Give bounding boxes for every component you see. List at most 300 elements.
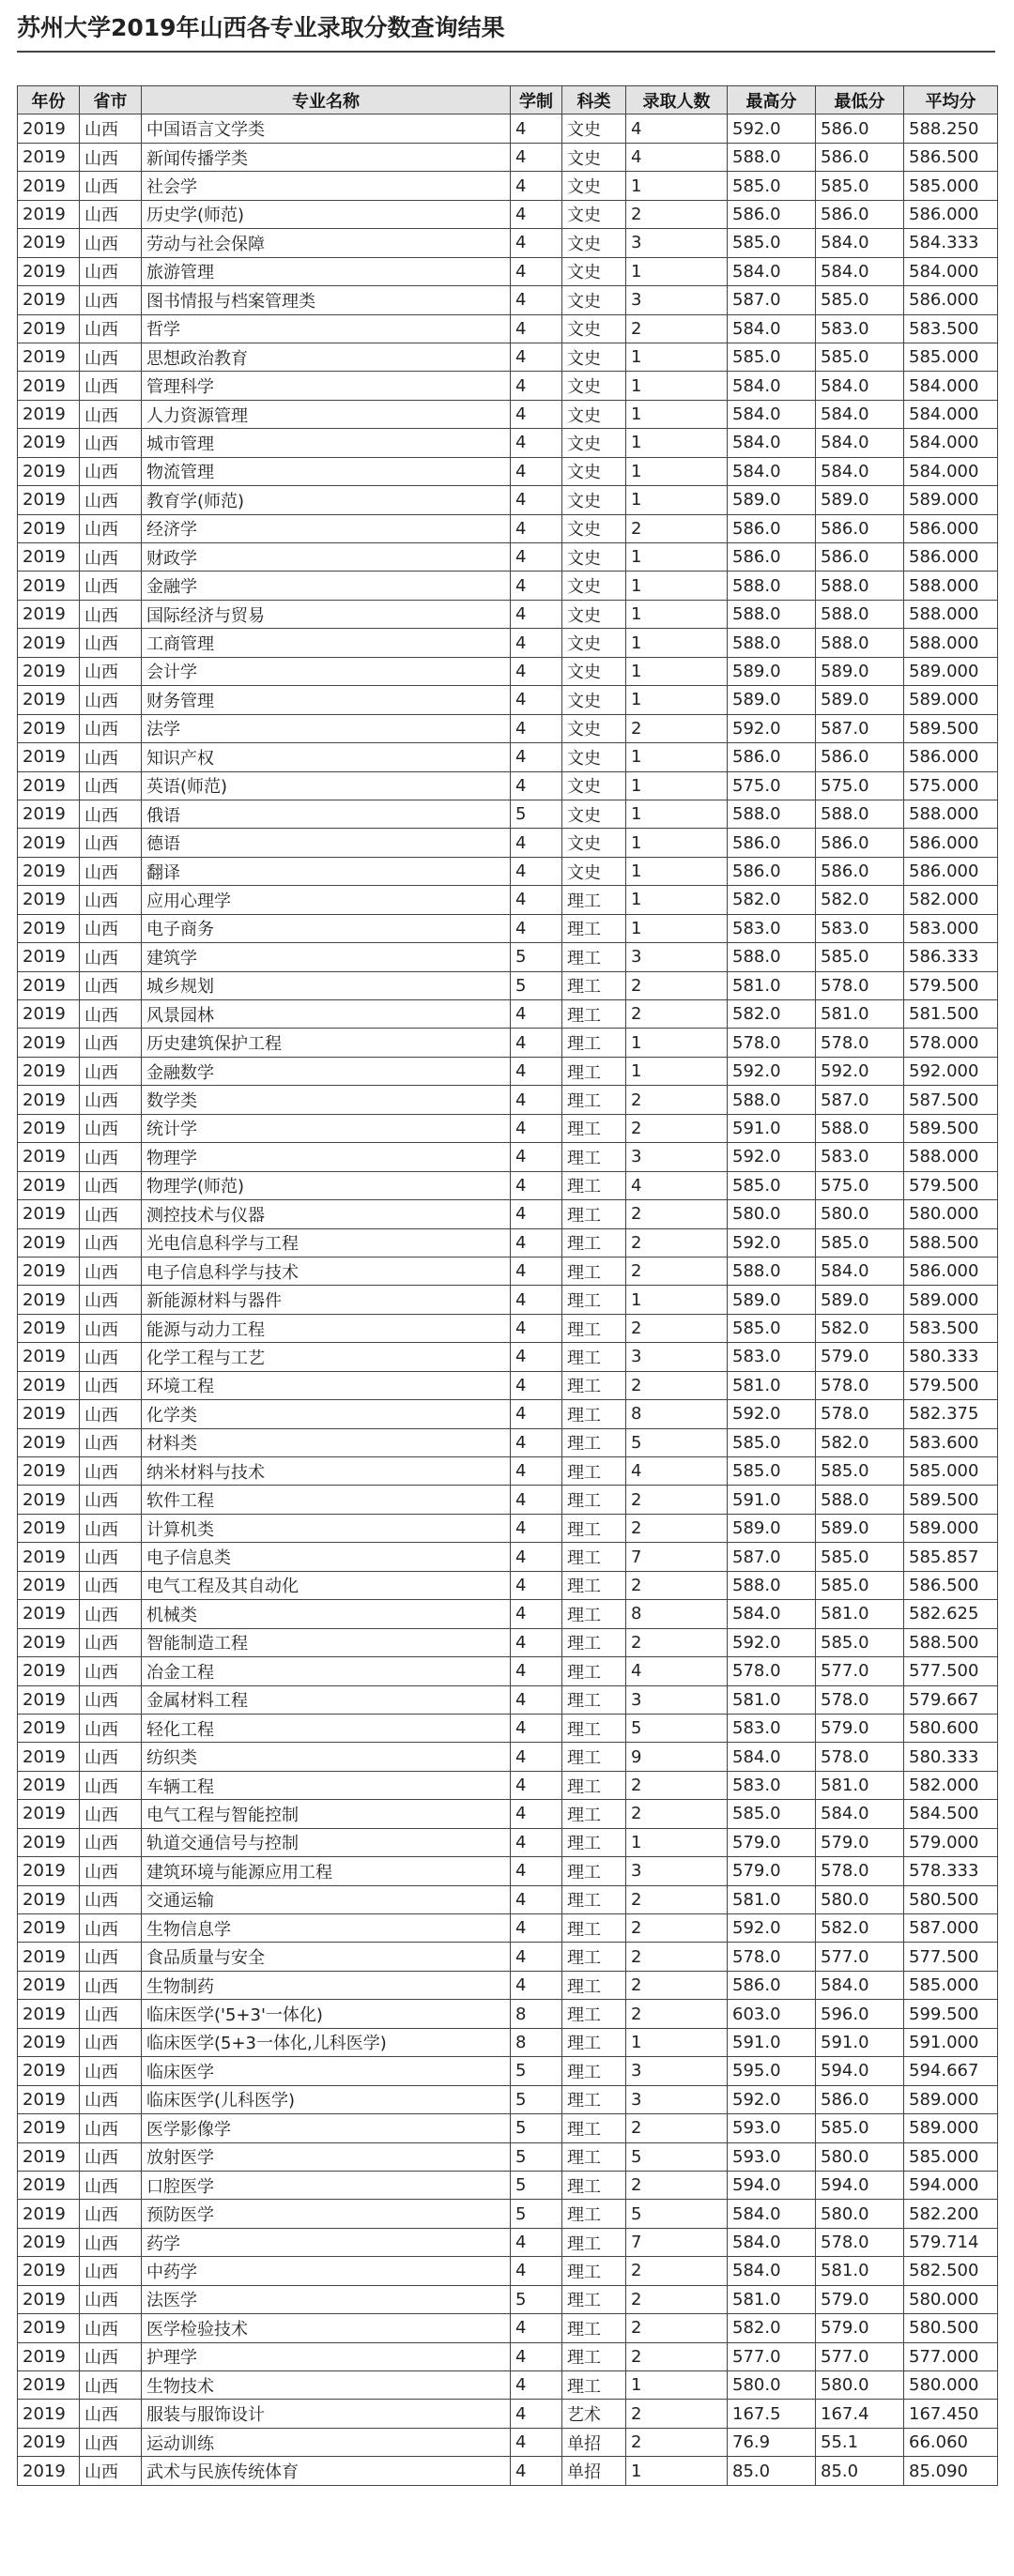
max-score-cell: 586.0 <box>728 543 816 572</box>
admitted-count-cell: 3 <box>626 1685 728 1714</box>
avg-score-cell: 584.000 <box>904 372 998 400</box>
max-score-cell: 585.0 <box>728 1800 816 1828</box>
max-score-cell: 582.0 <box>728 1000 816 1029</box>
admitted-count-cell: 2 <box>626 1228 728 1257</box>
year-cell: 2019 <box>18 1286 80 1314</box>
admitted-count-cell: 1 <box>626 857 728 885</box>
year-cell: 2019 <box>18 1428 80 1456</box>
category-cell: 理工 <box>562 1714 626 1742</box>
min-score-cell: 584.0 <box>816 257 904 285</box>
avg-score-cell: 580.000 <box>904 2371 998 2400</box>
year-cell: 2019 <box>18 829 80 857</box>
province-cell: 山西 <box>80 1685 142 1714</box>
max-score-cell: 577.0 <box>728 2342 816 2370</box>
province-cell: 山西 <box>80 1628 142 1656</box>
category-cell: 理工 <box>562 2057 626 2085</box>
province-cell: 山西 <box>80 1314 142 1342</box>
major-name-cell: 药学 <box>142 2228 511 2256</box>
table-row <box>18 143 998 171</box>
admitted-count-cell: 2 <box>626 971 728 999</box>
year-cell: 2019 <box>18 1029 80 1057</box>
admitted-count-cell: 1 <box>626 2457 728 2485</box>
table-row <box>18 2400 998 2428</box>
avg-score-cell: 579.667 <box>904 1685 998 1714</box>
admitted-count-cell: 2 <box>626 1800 728 1828</box>
province-cell: 山西 <box>80 1371 142 1399</box>
admitted-count-cell: 2 <box>626 1314 728 1342</box>
duration-cell: 5 <box>511 2285 562 2313</box>
province-cell: 山西 <box>80 286 142 314</box>
major-name-cell: 临床医学 <box>142 2057 511 2085</box>
min-score-cell: 586.0 <box>816 743 904 771</box>
min-score-cell: 585.0 <box>816 1457 904 1486</box>
admitted-count-cell: 2 <box>626 1628 728 1656</box>
admitted-count-cell: 2 <box>626 2428 728 2456</box>
admitted-count-cell: 2 <box>626 2342 728 2370</box>
max-score-cell: 584.0 <box>728 257 816 285</box>
avg-score-cell: 585.000 <box>904 2142 998 2171</box>
min-score-cell: 584.0 <box>816 457 904 485</box>
max-score-cell: 167.5 <box>728 2400 816 2428</box>
duration-cell: 4 <box>511 714 562 742</box>
avg-score-cell: 583.600 <box>904 1428 998 1456</box>
year-cell: 2019 <box>18 1486 80 1514</box>
major-name-cell: 金融学 <box>142 572 511 600</box>
min-score-cell: 585.0 <box>816 1228 904 1257</box>
table-row <box>18 1857 998 1885</box>
table-row <box>18 971 998 999</box>
category-cell: 文史 <box>562 114 626 143</box>
max-score-cell: 586.0 <box>728 829 816 857</box>
admitted-count-cell: 2 <box>626 314 728 343</box>
category-cell: 理工 <box>562 1343 626 1371</box>
duration-cell: 4 <box>511 143 562 171</box>
province-cell: 山西 <box>80 229 142 257</box>
table-row <box>18 1657 998 1685</box>
table-row <box>18 1057 998 1085</box>
duration-cell: 4 <box>511 1885 562 1913</box>
category-cell: 文史 <box>562 629 626 657</box>
major-name-cell: 历史建筑保护工程 <box>142 1029 511 1057</box>
min-score-cell: 585.0 <box>816 2114 904 2142</box>
admitted-count-cell: 2 <box>626 1200 728 1228</box>
category-cell: 文史 <box>562 400 626 428</box>
category-cell: 理工 <box>562 1800 626 1828</box>
province-cell: 山西 <box>80 714 142 742</box>
duration-cell: 4 <box>511 1943 562 1971</box>
province-cell: 山西 <box>80 829 142 857</box>
province-cell: 山西 <box>80 1057 142 1085</box>
table-row <box>18 1971 998 1999</box>
table-row <box>18 829 998 857</box>
max-score-cell: 584.0 <box>728 457 816 485</box>
year-cell: 2019 <box>18 514 80 542</box>
max-score-cell: 584.0 <box>728 2200 816 2228</box>
table-row <box>18 200 998 228</box>
year-cell: 2019 <box>18 1771 80 1799</box>
category-cell: 理工 <box>562 1371 626 1399</box>
category-cell: 理工 <box>562 1486 626 1514</box>
category-cell: 文史 <box>562 572 626 600</box>
category-cell: 理工 <box>562 1086 626 1114</box>
year-cell: 2019 <box>18 1200 80 1228</box>
avg-score-cell: 589.000 <box>904 2085 998 2113</box>
admitted-count-cell: 2 <box>626 2400 728 2428</box>
header-duration: 学制 <box>511 86 562 114</box>
table-row <box>18 1714 998 1742</box>
table-header-row <box>18 86 998 114</box>
avg-score-cell: 580.000 <box>904 2285 998 2313</box>
duration-cell: 4 <box>511 2400 562 2428</box>
admitted-count-cell: 2 <box>626 714 728 742</box>
province-cell: 山西 <box>80 1571 142 1599</box>
category-cell: 理工 <box>562 1543 626 1571</box>
duration-cell: 4 <box>511 886 562 914</box>
major-name-cell: 法医学 <box>142 2285 511 2313</box>
admitted-count-cell: 2 <box>626 1257 728 1285</box>
max-score-cell: 585.0 <box>728 1457 816 1486</box>
min-score-cell: 585.0 <box>816 343 904 371</box>
province-cell: 山西 <box>80 514 142 542</box>
category-cell: 理工 <box>562 1885 626 1913</box>
category-cell: 文史 <box>562 657 626 685</box>
table-row <box>18 800 998 828</box>
min-score-cell: 589.0 <box>816 686 904 714</box>
table-row <box>18 2114 998 2142</box>
admitted-count-cell: 2 <box>626 2000 728 2028</box>
category-cell: 艺术 <box>562 2400 626 2428</box>
province-cell: 山西 <box>80 1200 142 1228</box>
min-score-cell: 577.0 <box>816 1943 904 1971</box>
min-score-cell: 586.0 <box>816 543 904 572</box>
year-cell: 2019 <box>18 1228 80 1257</box>
year-cell: 2019 <box>18 1885 80 1913</box>
duration-cell: 4 <box>511 1514 562 1542</box>
table-row <box>18 771 998 800</box>
duration-cell: 4 <box>511 257 562 285</box>
major-name-cell: 轨道交通信号与控制 <box>142 1828 511 1856</box>
max-score-cell: 585.0 <box>728 1428 816 1456</box>
avg-score-cell: 583.500 <box>904 1314 998 1342</box>
admitted-count-cell: 2 <box>626 1914 728 1943</box>
admitted-count-cell: 4 <box>626 1657 728 1685</box>
admitted-count-cell: 1 <box>626 2028 728 2056</box>
duration-cell: 4 <box>511 2342 562 2370</box>
avg-score-cell: 580.500 <box>904 2314 998 2342</box>
table-row <box>18 1114 998 1142</box>
min-score-cell: 587.0 <box>816 1086 904 1114</box>
admitted-count-cell: 2 <box>626 514 728 542</box>
duration-cell: 5 <box>511 971 562 999</box>
year-cell: 2019 <box>18 229 80 257</box>
province-cell: 山西 <box>80 1286 142 1314</box>
duration-cell: 4 <box>511 314 562 343</box>
major-name-cell: 武术与民族传统体育 <box>142 2457 511 2485</box>
max-score-cell: 592.0 <box>728 1143 816 1171</box>
duration-cell: 4 <box>511 1857 562 1885</box>
max-score-cell: 594.0 <box>728 2171 816 2199</box>
table-row <box>18 1228 998 1257</box>
year-cell: 2019 <box>18 543 80 572</box>
year-cell: 2019 <box>18 686 80 714</box>
min-score-cell: 580.0 <box>816 2200 904 2228</box>
year-cell: 2019 <box>18 1743 80 1771</box>
category-cell: 理工 <box>562 1171 626 1199</box>
major-name-cell: 图书情报与档案管理类 <box>142 286 511 314</box>
max-score-cell: 588.0 <box>728 629 816 657</box>
province-cell: 山西 <box>80 114 142 143</box>
avg-score-cell: 589.500 <box>904 1114 998 1142</box>
max-score-cell: 582.0 <box>728 886 816 914</box>
max-score-cell: 583.0 <box>728 914 816 942</box>
duration-cell: 4 <box>511 1029 562 1057</box>
admitted-count-cell: 2 <box>626 2114 728 2142</box>
category-cell: 理工 <box>562 1314 626 1342</box>
max-score-cell: 592.0 <box>728 1400 816 1428</box>
major-name-cell: 化学类 <box>142 1400 511 1428</box>
table-row <box>18 2000 998 2028</box>
table-row <box>18 1943 998 1971</box>
avg-score-cell: 586.000 <box>904 286 998 314</box>
major-name-cell: 口腔医学 <box>142 2171 511 2199</box>
table-row <box>18 1828 998 1856</box>
major-name-cell: 管理科学 <box>142 372 511 400</box>
duration-cell: 4 <box>511 1257 562 1285</box>
category-cell: 文史 <box>562 771 626 800</box>
major-name-cell: 物理学(师范) <box>142 1171 511 1199</box>
avg-score-cell: 589.000 <box>904 1514 998 1542</box>
min-score-cell: 589.0 <box>816 486 904 514</box>
min-score-cell: 586.0 <box>816 514 904 542</box>
avg-score-cell: 589.000 <box>904 486 998 514</box>
min-score-cell: 584.0 <box>816 1800 904 1828</box>
admitted-count-cell: 2 <box>626 200 728 228</box>
max-score-cell: 584.0 <box>728 1743 816 1771</box>
category-cell: 文史 <box>562 857 626 885</box>
year-cell: 2019 <box>18 1828 80 1856</box>
admitted-count-cell: 8 <box>626 1400 728 1428</box>
avg-score-cell: 579.714 <box>904 2228 998 2256</box>
year-cell: 2019 <box>18 2457 80 2485</box>
province-cell: 山西 <box>80 1086 142 1114</box>
min-score-cell: 584.0 <box>816 1971 904 1999</box>
category-cell: 理工 <box>562 2085 626 2113</box>
table-row <box>18 229 998 257</box>
duration-cell: 4 <box>511 200 562 228</box>
table-row <box>18 286 998 314</box>
min-score-cell: 579.0 <box>816 1714 904 1742</box>
avg-score-cell: 577.000 <box>904 2342 998 2370</box>
avg-score-cell: 588.250 <box>904 114 998 143</box>
duration-cell: 4 <box>511 771 562 800</box>
table-row <box>18 543 998 572</box>
max-score-cell: 588.0 <box>728 800 816 828</box>
province-cell: 山西 <box>80 1771 142 1799</box>
avg-score-cell: 578.333 <box>904 1857 998 1885</box>
province-cell: 山西 <box>80 1857 142 1885</box>
min-score-cell: 586.0 <box>816 200 904 228</box>
avg-score-cell: 584.000 <box>904 257 998 285</box>
year-cell: 2019 <box>18 2371 80 2400</box>
max-score-cell: 587.0 <box>728 286 816 314</box>
table-body <box>18 114 998 2485</box>
major-name-cell: 知识产权 <box>142 743 511 771</box>
max-score-cell: 585.0 <box>728 343 816 371</box>
max-score-cell: 580.0 <box>728 1200 816 1228</box>
category-cell: 理工 <box>562 1771 626 1799</box>
max-score-cell: 578.0 <box>728 1943 816 1971</box>
duration-cell: 4 <box>511 629 562 657</box>
admitted-count-cell: 1 <box>626 657 728 685</box>
year-cell: 2019 <box>18 2200 80 2228</box>
category-cell: 理工 <box>562 2142 626 2171</box>
avg-score-cell: 589.000 <box>904 657 998 685</box>
major-name-cell: 国际经济与贸易 <box>142 600 511 628</box>
avg-score-cell: 588.000 <box>904 600 998 628</box>
major-name-cell: 食品质量与安全 <box>142 1943 511 1971</box>
table-row <box>18 1029 998 1057</box>
duration-cell: 4 <box>511 1143 562 1171</box>
major-name-cell: 生物制药 <box>142 1971 511 1999</box>
province-cell: 山西 <box>80 2428 142 2456</box>
avg-score-cell: 589.000 <box>904 686 998 714</box>
avg-score-cell: 589.000 <box>904 1286 998 1314</box>
admitted-count-cell: 1 <box>626 457 728 485</box>
province-cell: 山西 <box>80 800 142 828</box>
category-cell: 理工 <box>562 2114 626 2142</box>
major-name-cell: 服装与服饰设计 <box>142 2400 511 2428</box>
major-name-cell: 放射医学 <box>142 2142 511 2171</box>
admitted-count-cell: 1 <box>626 1828 728 1856</box>
max-score-cell: 581.0 <box>728 1885 816 1913</box>
year-cell: 2019 <box>18 2400 80 2428</box>
year-cell: 2019 <box>18 400 80 428</box>
admitted-count-cell: 3 <box>626 2057 728 2085</box>
admitted-count-cell: 1 <box>626 914 728 942</box>
admitted-count-cell: 3 <box>626 1343 728 1371</box>
category-cell: 文史 <box>562 314 626 343</box>
duration-cell: 4 <box>511 1428 562 1456</box>
table-row <box>18 857 998 885</box>
duration-cell: 4 <box>511 743 562 771</box>
duration-cell: 4 <box>511 1200 562 1228</box>
major-name-cell: 建筑学 <box>142 943 511 971</box>
avg-score-cell: 85.090 <box>904 2457 998 2485</box>
year-cell: 2019 <box>18 172 80 200</box>
table-row <box>18 1171 998 1199</box>
province-cell: 山西 <box>80 1828 142 1856</box>
duration-cell: 4 <box>511 1685 562 1714</box>
major-name-cell: 法学 <box>142 714 511 742</box>
category-cell: 文史 <box>562 457 626 485</box>
admitted-count-cell: 9 <box>626 1743 728 1771</box>
province-cell: 山西 <box>80 1343 142 1371</box>
duration-cell: 5 <box>511 2171 562 2199</box>
major-name-cell: 医学影像学 <box>142 2114 511 2142</box>
duration-cell: 4 <box>511 1314 562 1342</box>
admitted-count-cell: 1 <box>626 486 728 514</box>
min-score-cell: 579.0 <box>816 1343 904 1371</box>
avg-score-cell: 583.000 <box>904 914 998 942</box>
avg-score-cell: 588.000 <box>904 572 998 600</box>
category-cell: 理工 <box>562 2285 626 2313</box>
header-min-score: 最低分 <box>816 86 904 114</box>
min-score-cell: 582.0 <box>816 1428 904 1456</box>
avg-score-cell: 591.000 <box>904 2028 998 2056</box>
min-score-cell: 578.0 <box>816 1371 904 1399</box>
min-score-cell: 585.0 <box>816 172 904 200</box>
min-score-cell: 585.0 <box>816 1543 904 1571</box>
category-cell: 理工 <box>562 1914 626 1943</box>
min-score-cell: 585.0 <box>816 1628 904 1656</box>
major-name-cell: 新闻传播学类 <box>142 143 511 171</box>
year-cell: 2019 <box>18 1657 80 1685</box>
province-cell: 山西 <box>80 914 142 942</box>
avg-score-cell: 577.500 <box>904 1657 998 1685</box>
year-cell: 2019 <box>18 1457 80 1486</box>
min-score-cell: 578.0 <box>816 1857 904 1885</box>
duration-cell: 4 <box>511 457 562 485</box>
max-score-cell: 85.0 <box>728 2457 816 2485</box>
max-score-cell: 584.0 <box>728 400 816 428</box>
avg-score-cell: 586.500 <box>904 143 998 171</box>
admitted-count-cell: 2 <box>626 1943 728 1971</box>
table-row <box>18 914 998 942</box>
year-cell: 2019 <box>18 2000 80 2028</box>
category-cell: 文史 <box>562 543 626 572</box>
major-name-cell: 冶金工程 <box>142 1657 511 1685</box>
table-row <box>18 486 998 514</box>
avg-score-cell: 588.000 <box>904 1143 998 1171</box>
year-cell: 2019 <box>18 714 80 742</box>
min-score-cell: 592.0 <box>816 1057 904 1085</box>
min-score-cell: 583.0 <box>816 914 904 942</box>
year-cell: 2019 <box>18 1057 80 1085</box>
table-row <box>18 1543 998 1571</box>
min-score-cell: 594.0 <box>816 2171 904 2199</box>
max-score-cell: 584.0 <box>728 2228 816 2256</box>
duration-cell: 4 <box>511 1571 562 1599</box>
major-name-cell: 城乡规划 <box>142 971 511 999</box>
min-score-cell: 583.0 <box>816 1143 904 1171</box>
table-row <box>18 943 998 971</box>
admitted-count-cell: 7 <box>626 1543 728 1571</box>
max-score-cell: 583.0 <box>728 1714 816 1742</box>
category-cell: 理工 <box>562 2371 626 2400</box>
duration-cell: 8 <box>511 2028 562 2056</box>
max-score-cell: 591.0 <box>728 2028 816 2056</box>
duration-cell: 4 <box>511 486 562 514</box>
category-cell: 理工 <box>562 1200 626 1228</box>
year-cell: 2019 <box>18 1000 80 1029</box>
major-name-cell: 经济学 <box>142 514 511 542</box>
province-cell: 山西 <box>80 886 142 914</box>
year-cell: 2019 <box>18 2342 80 2370</box>
major-name-cell: 电子信息科学与技术 <box>142 1257 511 1285</box>
table-row <box>18 2371 998 2400</box>
province-cell: 山西 <box>80 2085 142 2113</box>
duration-cell: 4 <box>511 1228 562 1257</box>
major-name-cell: 电子商务 <box>142 914 511 942</box>
table-row <box>18 1143 998 1171</box>
table-row <box>18 2228 998 2256</box>
duration-cell: 4 <box>511 343 562 371</box>
avg-score-cell: 585.000 <box>904 1457 998 1486</box>
year-cell: 2019 <box>18 457 80 485</box>
avg-score-cell: 586.000 <box>904 543 998 572</box>
major-name-cell: 生物技术 <box>142 2371 511 2400</box>
category-cell: 理工 <box>562 1000 626 1029</box>
